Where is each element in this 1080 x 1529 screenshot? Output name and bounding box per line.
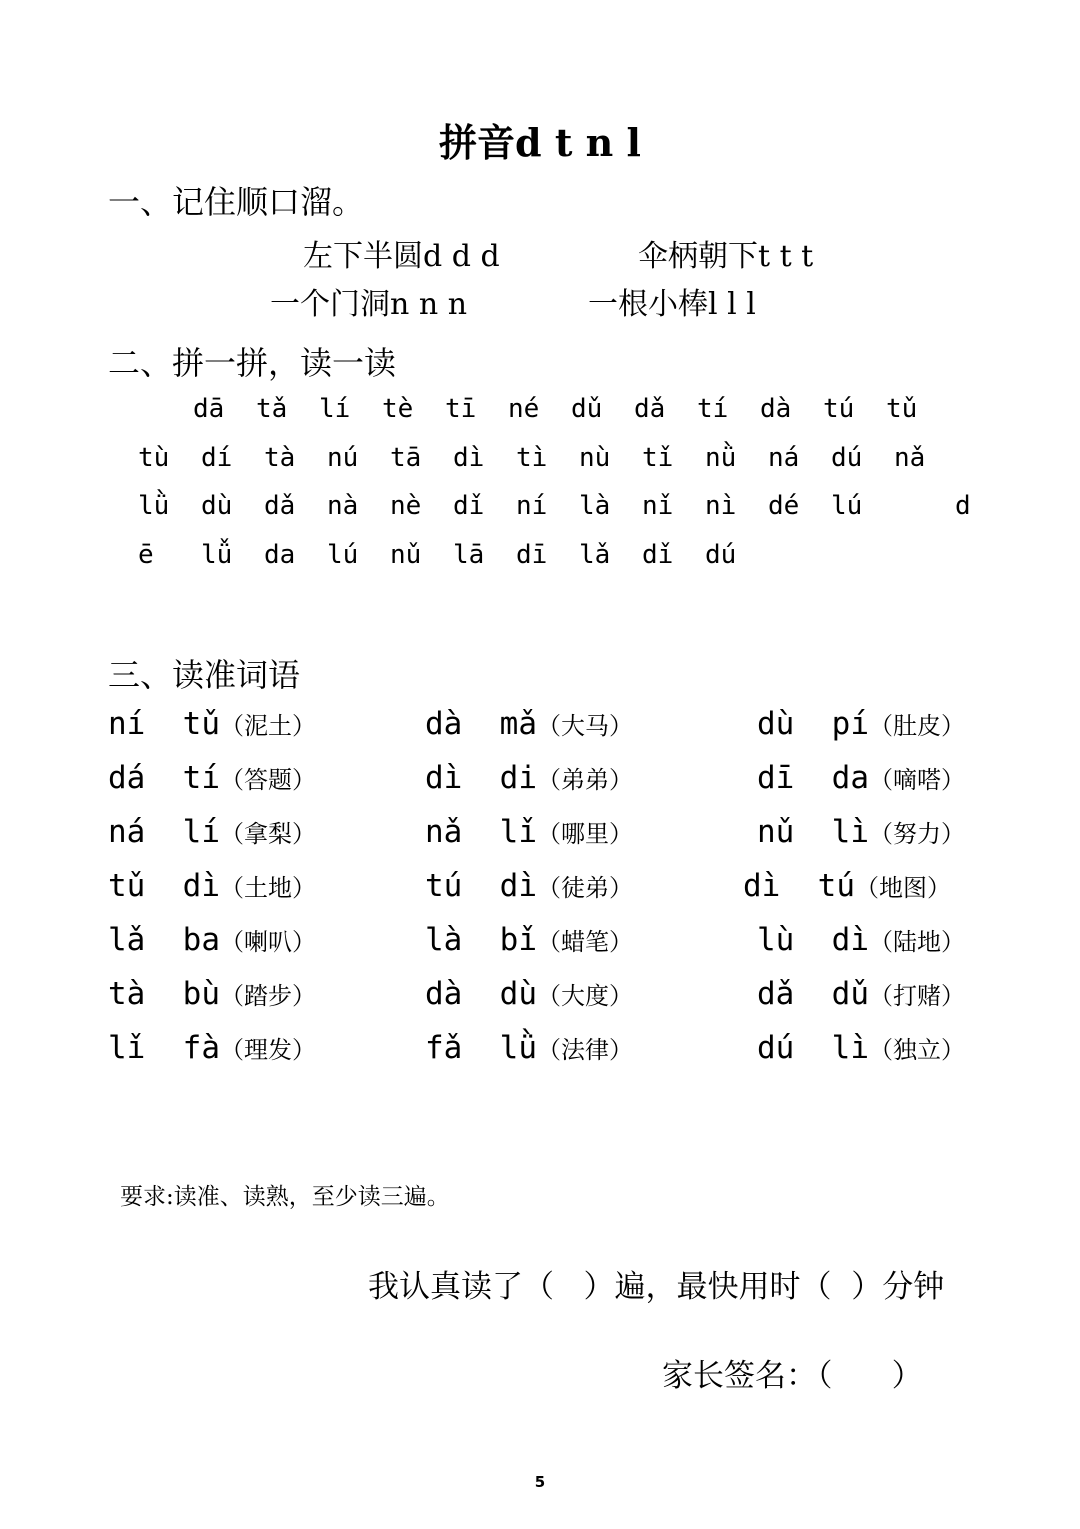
word-hanzi: （努力） xyxy=(868,820,965,848)
syllable: là xyxy=(579,491,611,521)
word-hanzi: （独立） xyxy=(868,1036,965,1064)
word-pinyin: tú dì xyxy=(425,868,537,904)
word-hanzi: （徒弟） xyxy=(536,874,633,902)
word-item xyxy=(757,922,965,958)
syllable: nà xyxy=(327,491,359,521)
word-pinyin: ná lí xyxy=(108,814,220,850)
syllable: nǜ xyxy=(705,443,737,473)
reading-record: 我认真读了（ ）遍，最快用时（ ）分钟 xyxy=(368,1269,945,1305)
syllable: nú xyxy=(327,443,359,473)
word-item xyxy=(425,922,633,958)
word-item xyxy=(757,1030,965,1066)
syllable: nǎ xyxy=(894,443,926,473)
word-item xyxy=(757,976,965,1012)
word-item xyxy=(108,760,316,796)
word-item xyxy=(108,868,316,904)
word-pinyin: dú lì xyxy=(757,1030,869,1066)
word-hanzi: （哪里） xyxy=(536,820,633,848)
word-pinyin: dī da xyxy=(757,760,869,796)
word-item xyxy=(757,706,965,742)
word-pinyin: dà mǎ xyxy=(425,706,537,742)
syllable: dà xyxy=(760,394,792,424)
syllable: lí xyxy=(319,394,351,424)
word-hanzi: （土地） xyxy=(219,874,316,902)
word-hanzi: （大马） xyxy=(536,712,633,740)
syllable: tǔ xyxy=(886,394,918,424)
syllable: dú xyxy=(705,540,737,570)
word-item xyxy=(425,976,633,1012)
word-hanzi: （答题） xyxy=(219,766,316,794)
word-item xyxy=(425,706,633,742)
rhyme-line: 左下半圆d d d xyxy=(303,239,500,274)
syllable: tí xyxy=(697,394,729,424)
section1-heading: 一、记住顺口溜。 xyxy=(108,183,365,221)
syllable: dé xyxy=(768,491,800,521)
syllable: dí xyxy=(201,443,233,473)
syllable: lú xyxy=(327,540,359,570)
syllable: lǚ xyxy=(201,540,233,570)
word-hanzi: （喇叭） xyxy=(219,928,316,956)
syllable: ná xyxy=(768,443,800,473)
syllable: tù xyxy=(138,443,170,473)
word-pinyin: lǐ fà xyxy=(108,1030,220,1066)
syllable: dú xyxy=(831,443,863,473)
syllable: nè xyxy=(390,491,422,521)
word-pinyin: dǎ dǔ xyxy=(757,976,869,1012)
word-pinyin: nǔ lì xyxy=(757,814,869,850)
syllable: ní xyxy=(516,491,548,521)
word-pinyin: dà dù xyxy=(425,976,537,1012)
syllable: dǎ xyxy=(264,491,296,521)
word-pinyin: fǎ lǜ xyxy=(425,1030,537,1066)
syllable: da xyxy=(264,540,296,570)
word-pinyin: dì di xyxy=(425,760,537,796)
word-pinyin: dù pí xyxy=(757,706,869,742)
parent-signature: 家长签名：（ ） xyxy=(662,1358,923,1394)
word-hanzi: （大度） xyxy=(536,982,633,1010)
requirement-note: 要求:读准、读熟，至少读三遍。 xyxy=(120,1184,450,1210)
syllable: lǎ xyxy=(579,540,611,570)
word-hanzi: （泥土） xyxy=(219,712,316,740)
syllable: tī xyxy=(445,394,477,424)
syllable: nù xyxy=(579,443,611,473)
word-pinyin: nǎ lǐ xyxy=(425,814,537,850)
syllable: né xyxy=(508,394,540,424)
word-pinyin: tǔ dì xyxy=(108,868,220,904)
word-hanzi: （弟弟） xyxy=(536,766,633,794)
syllable: tè xyxy=(382,394,414,424)
word-pinyin: dá tí xyxy=(108,760,220,796)
syllable: d xyxy=(955,491,971,521)
word-item xyxy=(425,814,633,850)
rhyme-line: 一根小棒l l l xyxy=(588,287,756,322)
word-item xyxy=(108,814,316,850)
syllable: dù xyxy=(201,491,233,521)
syllable: lā xyxy=(453,540,485,570)
word-hanzi: （地图） xyxy=(854,874,951,902)
page-title: 拼音d t n l xyxy=(439,120,641,165)
syllable: dǔ xyxy=(571,394,603,424)
section3-heading: 三、读准词语 xyxy=(108,656,301,694)
syllable: tǐ xyxy=(642,443,674,473)
syllable: tà xyxy=(264,443,296,473)
syllable: dā xyxy=(193,394,225,424)
word-hanzi: （肚皮） xyxy=(868,712,965,740)
word-item xyxy=(743,868,951,904)
word-item xyxy=(108,976,316,1012)
word-hanzi: （踏步） xyxy=(219,982,316,1010)
syllable: tú xyxy=(823,394,855,424)
word-item xyxy=(108,1030,316,1066)
syllable: tā xyxy=(390,443,422,473)
syllable: dī xyxy=(516,540,548,570)
word-item xyxy=(425,1030,633,1066)
word-item xyxy=(425,760,633,796)
word-item xyxy=(757,814,965,850)
syllable: nǔ xyxy=(390,540,422,570)
word-pinyin: lù dì xyxy=(757,922,869,958)
syllable: lú xyxy=(831,491,863,521)
word-item xyxy=(108,922,316,958)
rhyme-line: 伞柄朝下t t t xyxy=(638,239,814,274)
word-hanzi: （蜡笔） xyxy=(536,928,633,956)
syllable: nì xyxy=(705,491,737,521)
syllable: lǜ xyxy=(138,491,170,521)
word-hanzi: （陆地） xyxy=(868,928,965,956)
word-hanzi: （理发） xyxy=(219,1036,316,1064)
word-pinyin: lǎ ba xyxy=(108,922,220,958)
syllable: dì xyxy=(453,443,485,473)
syllable: ē xyxy=(138,540,154,570)
word-pinyin: ní tǔ xyxy=(108,706,220,742)
word-hanzi: （嘀嗒） xyxy=(868,766,965,794)
syllable: dǐ xyxy=(642,540,674,570)
syllable: nǐ xyxy=(642,491,674,521)
syllable: dǎ xyxy=(634,394,666,424)
word-item xyxy=(108,706,316,742)
word-pinyin: tà bù xyxy=(108,976,220,1012)
syllable: dǐ xyxy=(453,491,485,521)
syllable: tǎ xyxy=(256,394,288,424)
word-hanzi: （打赌） xyxy=(868,982,965,1010)
syllable: tì xyxy=(516,443,548,473)
word-item xyxy=(757,760,965,796)
word-hanzi: （法律） xyxy=(536,1036,633,1064)
word-pinyin: là bǐ xyxy=(425,922,537,958)
word-item xyxy=(425,868,633,904)
page-number: 5 xyxy=(534,1473,546,1491)
section2-heading: 二、拼一拼，读一读 xyxy=(108,344,397,382)
rhyme-line: 一个门洞n n n xyxy=(270,287,468,322)
word-hanzi: （拿梨） xyxy=(219,820,316,848)
word-pinyin: dì tú xyxy=(743,868,855,904)
